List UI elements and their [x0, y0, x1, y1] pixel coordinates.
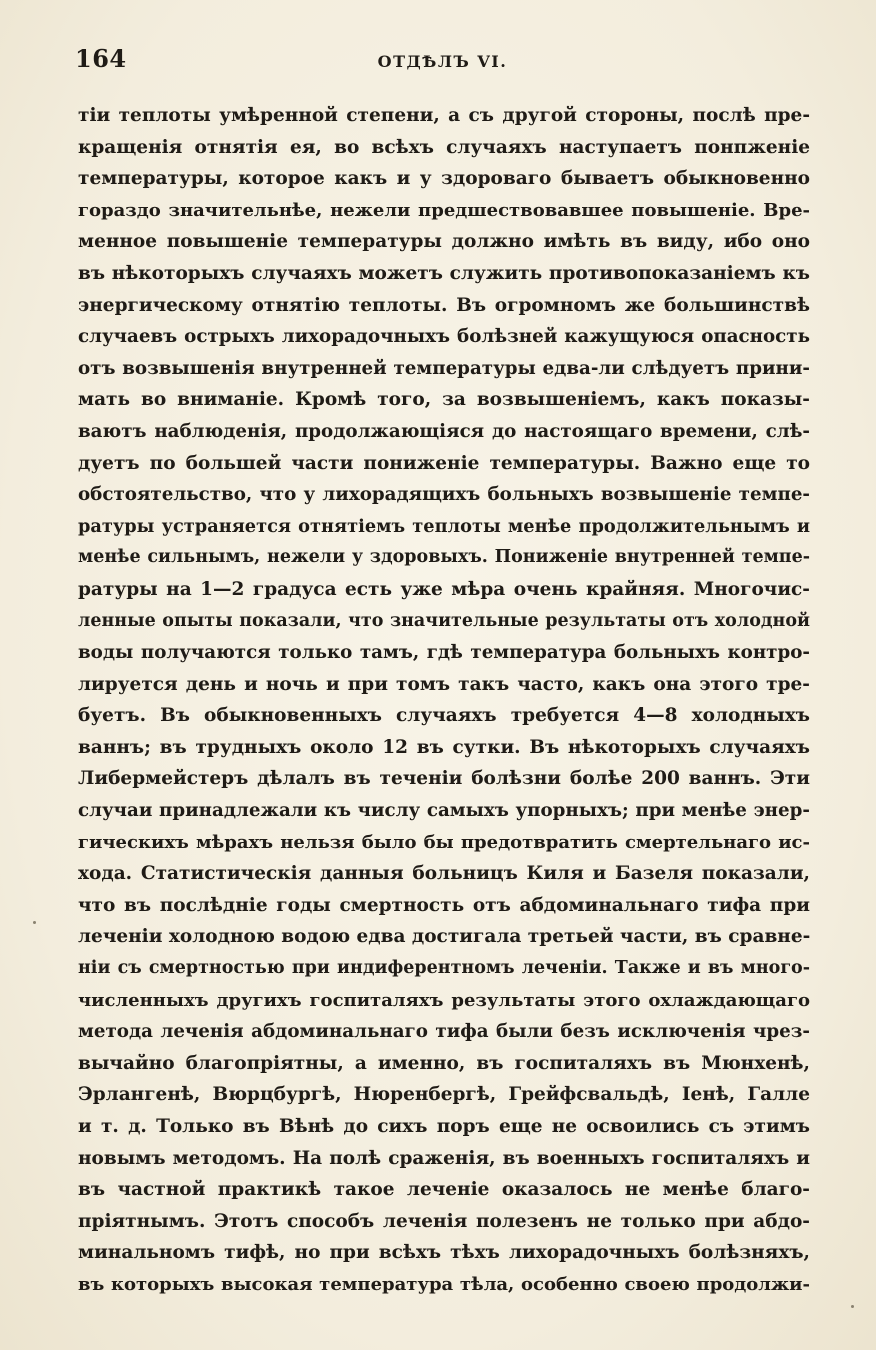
text-line: ленные опыты показали, что значительные результаты отъ холодной	[78, 610, 810, 631]
text-line: гическихъ мѣрахъ нельзя было бы предотвратить смертельнаго ис-	[78, 831, 810, 853]
text-line: ваннъ; въ трудныхъ около 12 въ сутки. Въ нѣкоторыхъ случаяхъ	[78, 736, 810, 758]
text-line: воды получаются только тамъ, гдѣ температура больныхъ контро-	[78, 642, 810, 664]
text-line: леченіи холодною водою едва достигала третьей части, въ сравне-	[78, 926, 810, 948]
text-line: въ нѣкоторыхъ случаяхъ можетъ служить противопоказаніемъ къ	[78, 262, 810, 284]
section-title: ОТДѢЛЪ VI.	[377, 52, 508, 71]
text-line: ваютъ наблюденія, продолжающіяся до настоящаго времени, слѣ-	[78, 420, 810, 442]
text-line: вычайно благопріятны, а именно, въ госпиталяхъ въ Мюнхенѣ,	[78, 1052, 810, 1074]
page-header	[75, 44, 810, 80]
text-line: случаевъ острыхъ лихорадочныхъ болѣзней кажущуюся опасность	[78, 326, 810, 348]
text-line: обстоятельство, что у лихорадящихъ больныхъ возвышеніе темпе-	[78, 484, 810, 506]
text-line: кращенія отнятія ея, во всѣхъ случаяхъ наступаетъ понпженіе	[78, 136, 810, 158]
text-line: буетъ. Въ обыкновенныхъ случаяхъ требуется 4—8 холодныхъ	[78, 705, 810, 727]
text-line: гораздо значительнѣе, нежели предшествовавшее повышеніе. Вре-	[78, 199, 810, 221]
text-line: хода. Статистическія данныя больницъ Киля и Базеля показали,	[78, 863, 810, 885]
text-line: въ которыхъ высокая температура тѣла, особенно своею продолжи-	[78, 1273, 810, 1295]
text-line: случаи принадлежали къ числу самыхъ упорныхъ; при менѣе энер-	[78, 800, 810, 822]
text-line: метода леченія абдоминальнаго тифа были безъ исключенія чрез-	[78, 1021, 810, 1043]
text-line: мать во вниманіе. Кромѣ того, за возвышеніемъ, какъ показы-	[78, 389, 810, 411]
page-number: 164	[75, 44, 127, 73]
text-line: ратуры на 1—2 градуса есть уже мѣра очень крайняя. Многочис-	[78, 578, 810, 600]
text-line: минальномъ тифѣ, но при всѣхъ тѣхъ лихорадочныхъ болѣзняхъ,	[78, 1242, 810, 1264]
text-line: и т. д. Только въ Вѣнѣ до сихъ поръ еще не освоились съ этимъ	[78, 1116, 810, 1137]
text-line: новымъ методомъ. На полѣ сраженія, въ военныхъ госпиталяхъ и	[78, 1147, 810, 1169]
text-line: отъ возвышенія внутренней температуры едва-ли слѣдуетъ прини-	[78, 357, 810, 379]
text-line: пріятнымъ. Этотъ способъ леченія полезенъ не только при абдо-	[78, 1210, 810, 1232]
body-text	[78, 100, 810, 1301]
text-line: Эрлангенѣ, Вюрцбургѣ, Нюренбергѣ, Грейфсвальдѣ, Іенѣ, Галле	[78, 1084, 810, 1106]
text-line: менѣе сильнымъ, нежели у здоровыхъ. Пониженіе внутренней темпе-	[78, 547, 810, 568]
text-line: дуетъ по большей части пониженіе температуры. Важно еще то	[78, 452, 810, 474]
text-line: что въ послѣдніе годы смертность отъ абдоминальнаго тифа при	[78, 894, 810, 916]
text-line: лируется день и ночь и при томъ такъ часто, какъ она этого тре-	[78, 673, 810, 695]
text-line: энергическому отнятію теплоты. Въ огромномъ же большинствѣ	[78, 294, 810, 316]
text-line: Либермейстеръ дѣлалъ въ теченіи болѣзни болѣе 200 ваннъ. Эти	[78, 768, 810, 790]
text-line: температуры, которое какъ и у здороваго бываетъ обыкновенно	[78, 168, 810, 190]
text-line: въ частной практикѣ такое леченіе оказалось не менѣе благо-	[78, 1179, 810, 1201]
print-speck	[851, 1305, 854, 1308]
text-line: менное повышеніе температуры должно имѣть въ виду, ибо оно	[78, 231, 810, 253]
text-line: численныхъ другихъ госпиталяхъ результаты этого охлаждающаго	[78, 989, 810, 1011]
print-speck	[33, 921, 36, 924]
text-line: ніи съ смертностью при индиферентномъ леченіи. Также и въ много-	[78, 958, 810, 979]
text-line: ратуры устраняется отнятіемъ теплоты менѣе продолжительнымъ и	[78, 515, 810, 537]
text-line: тіи теплоты умѣренной степени, а съ другой стороны, послѣ пре-	[78, 105, 810, 126]
